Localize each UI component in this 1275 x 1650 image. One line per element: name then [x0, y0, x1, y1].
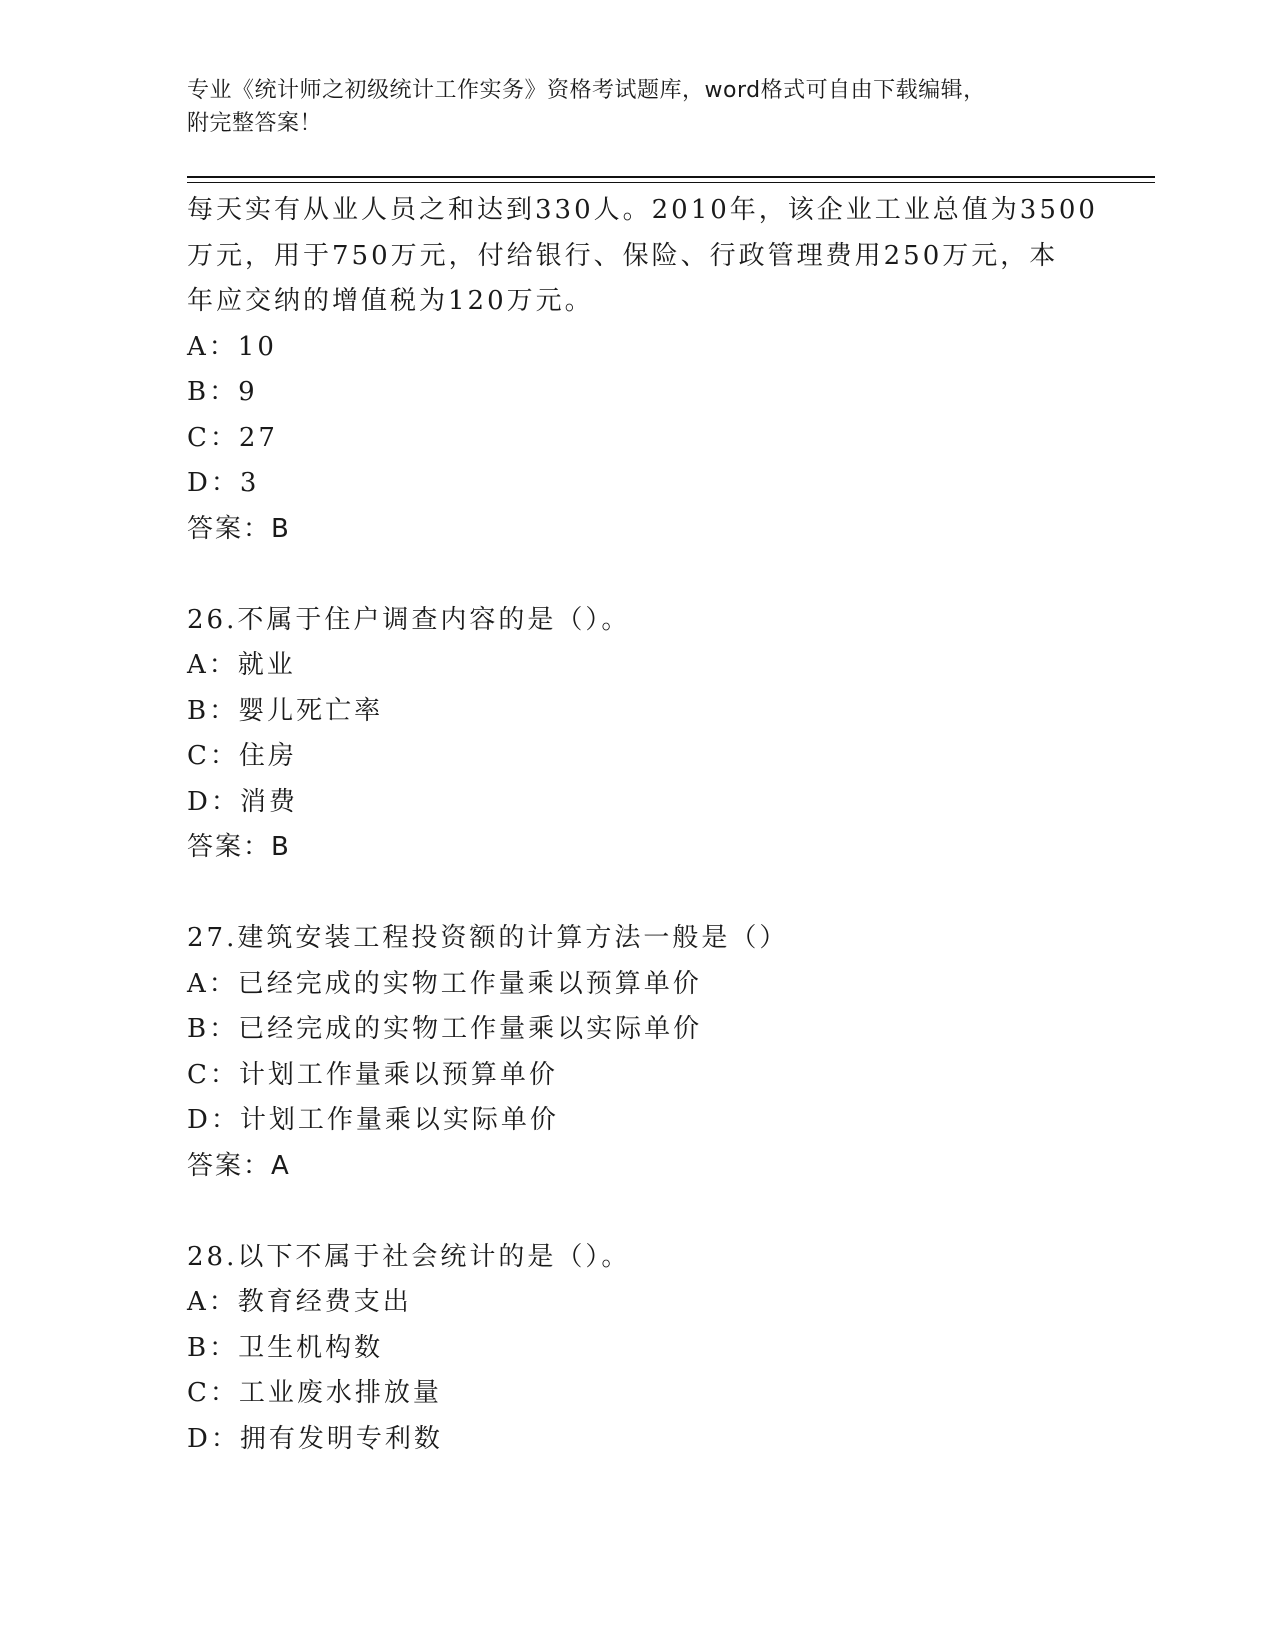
answer-line: 答案：B: [187, 513, 291, 544]
header-line-1: 专业《统计师之初级统计工作实务》资格考试题库，word格式可自由下载编辑，: [187, 78, 986, 103]
header-rule-thin: [187, 182, 1155, 183]
option-b: B：婴儿死亡率: [187, 695, 384, 726]
question-text-line: 年应交纳的增值税为120万元。: [187, 286, 594, 316]
option-b: B：已经完成的实物工作量乘以实际单价: [187, 1014, 703, 1044]
option-a: A：10: [187, 331, 277, 362]
option-c: C：计划工作量乘以预算单价: [187, 1059, 558, 1090]
question-26: [187, 598, 1087, 871]
question-27: [187, 916, 1087, 1189]
question-text-line: 万元，用于750万元，付给银行、保险、行政管理费用250万元，本: [187, 240, 1059, 271]
answer-line: 答案：A: [187, 1150, 291, 1181]
option-a: A：就业: [187, 650, 296, 680]
option-d: D：拥有发明专利数: [187, 1423, 443, 1454]
question-text-line: 每天实有从业人员之和达到330人。2010年，该企业工业总值为3500: [187, 195, 1098, 225]
question-gap: [187, 1189, 1087, 1235]
option-b: B：9: [187, 377, 258, 407]
question-stem: 27.建筑安装工程投资额的计算方法一般是（）: [187, 923, 789, 953]
option-a: A：已经完成的实物工作量乘以预算单价: [187, 968, 702, 999]
option-a: A：教育经费支出: [187, 1287, 412, 1317]
option-d: D：3: [187, 468, 260, 498]
question-stem: 26.不属于住户调查内容的是（）。: [187, 604, 631, 635]
document-header: [187, 74, 1087, 140]
option-d: D：计划工作量乘以实际单价: [187, 1105, 559, 1135]
question-gap: [187, 552, 1087, 598]
header-rule-thick: [187, 176, 1155, 178]
question-stem: 28.以下不属于社会统计的是（）。: [187, 1241, 631, 1272]
option-c: C：工业废水排放量: [187, 1378, 442, 1408]
option-c: C：住房: [187, 741, 297, 771]
question-content: [187, 188, 1098, 1462]
question-28: [187, 1235, 1087, 1463]
answer-line: 答案：B: [187, 832, 291, 862]
header-line-2: 附完整答案！: [187, 111, 323, 136]
option-c: C：27: [187, 422, 278, 453]
option-b: B：卫生机构数: [187, 1332, 384, 1363]
question-gap: [187, 871, 1087, 917]
question-25-continuation: [187, 188, 1098, 552]
option-d: D：消费: [187, 786, 298, 817]
